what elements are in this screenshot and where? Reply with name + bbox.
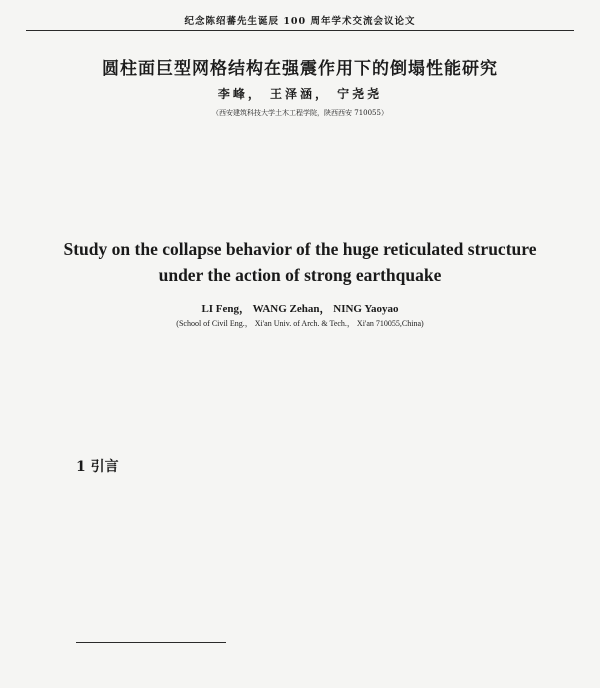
cn-affiliation: （西安建筑科技大学土木工程学院，陕西西安 710055） <box>212 109 388 117</box>
body-left-column <box>76 476 306 638</box>
running-header: 纪念陈绍蕃先生诞辰 100 周年学术交流会议论文 <box>184 16 416 27</box>
header-rule <box>26 30 574 31</box>
cn-title: 圆柱面巨型网格结构在强震作用下的倒塌性能研究 <box>102 59 498 79</box>
footer-notes <box>76 646 524 680</box>
en-abstract-block <box>76 330 524 446</box>
en-authors: LI Feng， WANG Zehan， NING Yaoyao <box>201 303 399 315</box>
footer-rule <box>76 642 226 643</box>
body-right-column <box>316 452 526 638</box>
cn-abstract-block <box>66 126 534 218</box>
section-heading: 1 引言 <box>76 459 119 475</box>
en-title: Study on the collapse behavior of the huge reticulated structure under the action of strong earthquake <box>63 239 537 285</box>
cn-authors: 李峰， 王泽涵， 宁尧尧 <box>217 87 383 101</box>
en-affiliation: (School of Civil Eng.， Xi'an Univ. of Arch. & Tech.， Xi'an 710055,China) <box>176 319 424 328</box>
